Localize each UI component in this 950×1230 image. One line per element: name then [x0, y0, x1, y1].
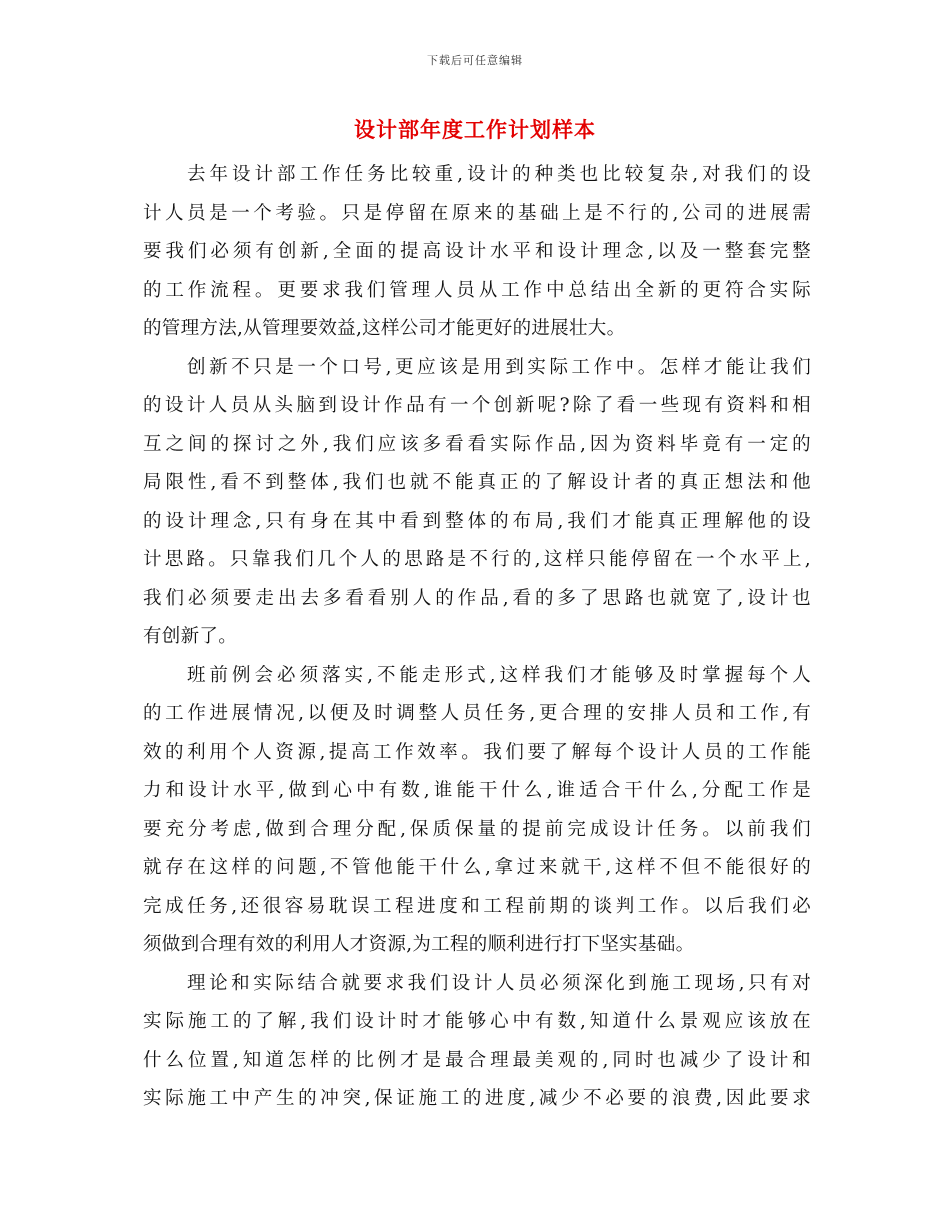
document-title: 设计部年度工作计划样本	[354, 118, 596, 142]
paragraph-line: 创新不只是一个口号,更应该是用到实际工作中。怎样才能让我们	[187, 356, 811, 378]
paragraph-line: 须做到合理有效的利用人才资源,为工程的顺利进行打下坚实基础。	[143, 934, 695, 955]
paragraph-line: 互之间的探讨之外,我们应该多看看实际作品,因为资料毕竟有一定的	[143, 433, 811, 455]
paragraph-line: 什么位置,知道怎样的比例才是最合理最美观的,同时也减少了设计和	[143, 1049, 811, 1071]
paragraph-line: 班前例会必须落实,不能走形式,这样我们才能够及时掌握每个人	[187, 664, 811, 686]
paragraph-line: 的设计人员从头脑到设计作品有一个创新呢?除了看一些现有资料和相	[143, 395, 811, 416]
paragraph-line: 的工作流程。更要求我们管理人员从工作中总结出全新的更符合实际	[143, 279, 811, 301]
paragraph-line: 力和设计水平,做到心中有数,谁能干什么,谁适合干什么,分配工作是	[143, 780, 811, 801]
paragraph-1	[143, 156, 811, 349]
paragraph-4	[143, 965, 811, 1119]
paragraph-3	[143, 657, 811, 965]
paragraph-line: 就存在这样的问题,不管他能干什么,拿过来就干,这样不但不能很好的	[143, 857, 811, 878]
paragraph-line: 去年设计部工作任务比较重,设计的种类也比较复杂,对我们的设	[187, 164, 811, 185]
paragraph-line: 有创新了。	[143, 626, 238, 647]
paragraph-line: 效的利用个人资源,提高工作效率。我们要了解每个设计人员的工作能	[143, 741, 811, 763]
paragraph-2	[143, 349, 811, 657]
paragraph-line: 计思路。只靠我们几个人的思路是不行的,这样只能停留在一个水平上,	[143, 549, 811, 570]
document-body	[143, 156, 811, 1119]
paragraph-line: 理论和实际结合就要求我们设计人员必须深化到施工现场,只有对	[187, 972, 811, 994]
paragraph-line: 计人员是一个考验。只是停留在原来的基础上是不行的,公司的进展需	[143, 202, 811, 224]
paragraph-line: 要我们必须有创新,全面的提高设计水平和设计理念,以及一整套完整	[143, 241, 811, 262]
paragraph-line: 完成任务,还很容易耽误工程进度和工程前期的谈判工作。以后我们必	[143, 895, 811, 917]
paragraph-line: 实际施工的了解,我们设计时才能够心中有数,知道什么景观应该放在	[143, 1011, 811, 1032]
paragraph-line: 的设计理念,只有身在其中看到整体的布局,我们才能真正理解他的设	[143, 510, 811, 532]
paragraph-line: 局限性,看不到整体,我们也就不能真正的了解设计者的真正想法和他	[143, 472, 811, 493]
paragraph-line: 的工作进展情况,以便及时调整人员任务,更合理的安排人员和工作,有	[143, 703, 811, 724]
paragraph-line: 的管理方法,从管理要效益,这样公司才能更好的进展壮大。	[143, 318, 626, 339]
paragraph-line: 实际施工中产生的冲突,保证施工的进度,减少不必要的浪费,因此要求	[143, 1088, 811, 1109]
header-note: 下载后可任意编辑	[427, 54, 523, 67]
paragraph-line: 要充分考虑,做到合理分配,保质保量的提前完成设计任务。以前我们	[143, 818, 811, 840]
paragraph-line: 我们必须要走出去多看看别人的作品,看的多了思路也就宽了,设计也	[143, 587, 811, 609]
